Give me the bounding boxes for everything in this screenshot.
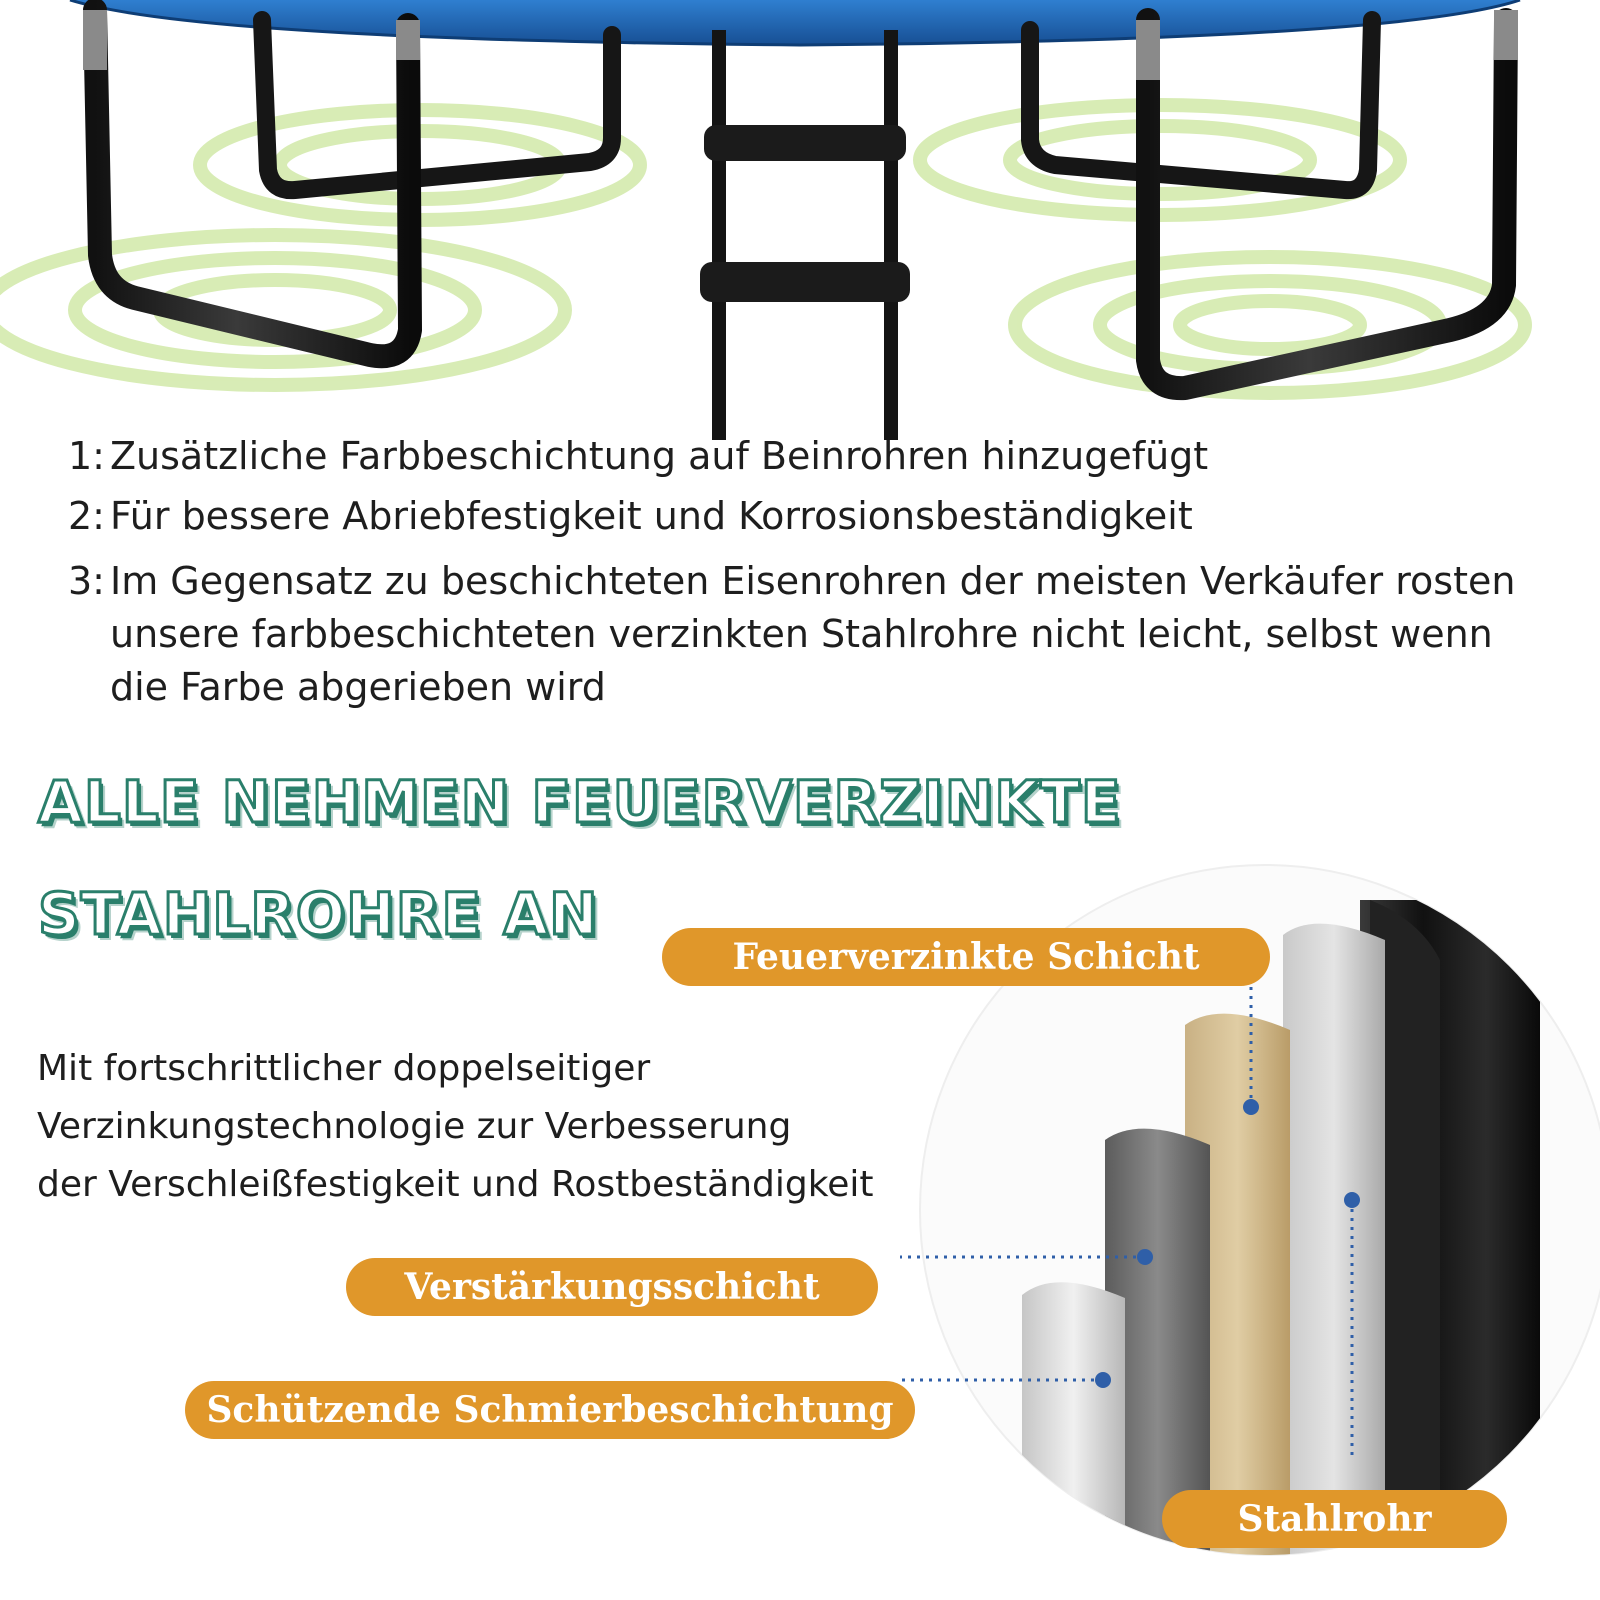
trampoline-legs-illustration xyxy=(0,0,1600,440)
ground-rings-right xyxy=(920,105,1525,393)
description-line: Mit fortschrittlicher doppelseitiger xyxy=(37,1048,651,1089)
label-reinforcement-layer: Verstärkungsschicht xyxy=(346,1258,878,1316)
feature-text: Zusätzliche Farbbeschichtung auf Beinrohren hinzugefügt xyxy=(110,434,1209,478)
feature-number: 1: xyxy=(68,434,105,478)
feature-item-2 xyxy=(68,490,1568,543)
feature-item-3 xyxy=(68,555,1568,714)
feature-text: unsere farbbeschichteten verzinkten Stahlrohre nicht leicht, selbst wenn xyxy=(110,612,1493,656)
feature-number: 2: xyxy=(68,494,105,538)
ladder-icon xyxy=(700,30,910,440)
label-hot-dip-layer: Feuerverzinkte Schicht xyxy=(662,928,1270,986)
description-line: Verzinkungstechnologie zur Verbesserung xyxy=(37,1106,792,1147)
feature-item-1 xyxy=(68,430,1568,483)
feature-text: die Farbe abgerieben wird xyxy=(110,665,606,709)
feature-text: Im Gegensatz zu beschichteten Eisenrohren der meisten Verkäufer rosten xyxy=(110,559,1516,603)
lubricant-layer xyxy=(1022,1282,1125,1600)
label-steel-tube: Stahlrohr xyxy=(1162,1490,1507,1548)
label-protective-coating: Schützende Schmierbeschichtung xyxy=(185,1381,915,1439)
trampoline-mat xyxy=(70,0,1520,45)
description-line: der Verschleißfestigkeit und Rostbeständigkeit xyxy=(37,1164,874,1205)
feature-number: 3: xyxy=(68,559,105,603)
description xyxy=(37,1040,957,1214)
feature-text: Für bessere Abriebfestigkeit und Korrosionsbeständigkeit xyxy=(110,494,1193,538)
headline-line-2: STAHLROHRE AN xyxy=(38,880,599,948)
headline-line-1: ALLE NEHMEN FEUERVERZINKTE xyxy=(38,768,1122,836)
